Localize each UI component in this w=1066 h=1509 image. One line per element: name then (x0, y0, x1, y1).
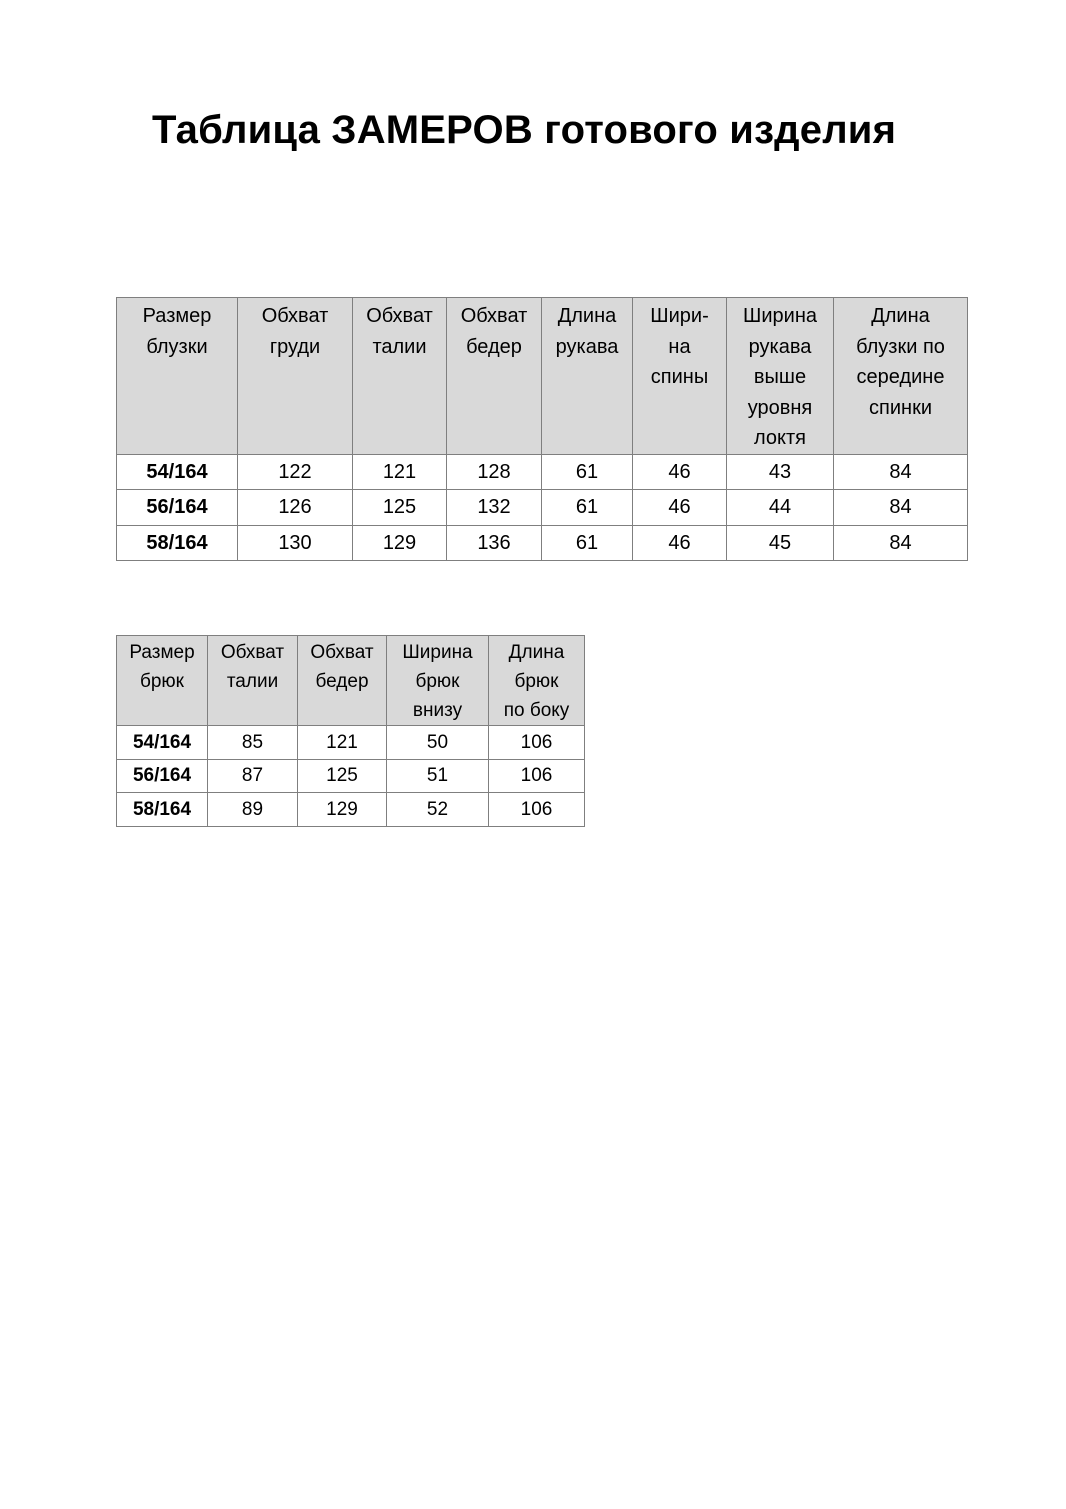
table-cell: 89 (208, 793, 298, 827)
table-cell: 50 (387, 726, 489, 760)
table-cell: 61 (542, 525, 633, 561)
table-row (117, 490, 968, 526)
table-cell: 121 (298, 726, 387, 760)
size-cell: 58/164 (117, 793, 208, 827)
header-waist-girth: Обхват талии (353, 298, 447, 455)
header-sleeve-width-above-elbow: Ширина рукава выше уровня локтя (727, 298, 834, 455)
size-cell: 56/164 (117, 490, 238, 526)
header-hip-girth: Обхват бедер (447, 298, 542, 455)
table-cell: 130 (238, 525, 353, 561)
table-cell: 85 (208, 726, 298, 760)
table-cell: 87 (208, 759, 298, 793)
blouse-measurements-table (116, 297, 968, 561)
table-header-row (117, 298, 968, 455)
pants-measurements-table (116, 635, 585, 827)
table-cell: 51 (387, 759, 489, 793)
table-cell: 125 (353, 490, 447, 526)
table-row (117, 726, 585, 760)
table-cell: 125 (298, 759, 387, 793)
table-row (117, 759, 585, 793)
header-pants-hem-width: Ширина брюк внизу (387, 636, 489, 726)
table-cell: 129 (298, 793, 387, 827)
table-cell: 121 (353, 454, 447, 490)
size-cell: 54/164 (117, 454, 238, 490)
table-cell: 84 (834, 454, 968, 490)
table-cell: 84 (834, 525, 968, 561)
table-cell: 46 (633, 525, 727, 561)
table-cell: 46 (633, 454, 727, 490)
header-pants-side-length: Длина брюк по боку (489, 636, 585, 726)
table-cell: 106 (489, 759, 585, 793)
header-back-width: Шири- на спины (633, 298, 727, 455)
table-cell: 129 (353, 525, 447, 561)
table-cell: 43 (727, 454, 834, 490)
table-cell: 61 (542, 454, 633, 490)
size-cell: 56/164 (117, 759, 208, 793)
size-cell: 54/164 (117, 726, 208, 760)
header-waist-girth: Обхват талии (208, 636, 298, 726)
table-row (117, 525, 968, 561)
table-cell: 132 (447, 490, 542, 526)
header-blouse-length-center-back: Длина блузки по середине спинки (834, 298, 968, 455)
table-cell: 84 (834, 490, 968, 526)
header-blouse-size: Размер блузки (117, 298, 238, 455)
table-cell: 126 (238, 490, 353, 526)
table-row (117, 454, 968, 490)
table-cell: 136 (447, 525, 542, 561)
table-cell: 106 (489, 793, 585, 827)
table-row (117, 793, 585, 827)
table-cell: 46 (633, 490, 727, 526)
table-cell: 52 (387, 793, 489, 827)
table-cell: 44 (727, 490, 834, 526)
table-cell: 128 (447, 454, 542, 490)
table-header-row (117, 636, 585, 726)
header-hip-girth: Обхват бедер (298, 636, 387, 726)
header-pants-size: Размер брюк (117, 636, 208, 726)
page-title: Таблица ЗАМЕРОВ готового изделия (152, 108, 897, 152)
table-cell: 122 (238, 454, 353, 490)
table-cell: 61 (542, 490, 633, 526)
table-cell: 45 (727, 525, 834, 561)
table-cell: 106 (489, 726, 585, 760)
header-sleeve-length: Длина рукава (542, 298, 633, 455)
header-chest-girth: Обхват груди (238, 298, 353, 455)
size-cell: 58/164 (117, 525, 238, 561)
